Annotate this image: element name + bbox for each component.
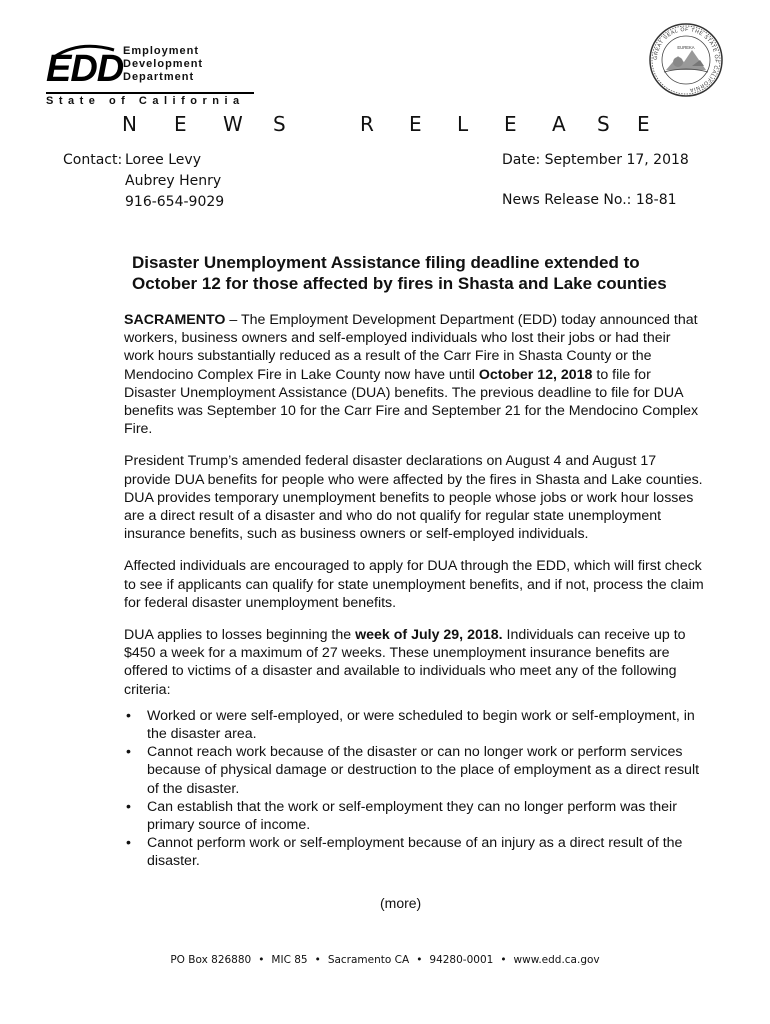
news-release-title (0, 112, 770, 142)
title-letter: N (122, 112, 137, 136)
more-indicator: (more) (380, 895, 422, 911)
title-letter: E (504, 112, 517, 136)
org-name (123, 45, 203, 84)
paragraph-1-text-b: to file for Disaster Unemployment Assistance (DUA) benefits. The previous deadline to file for DUA benefits was September 10 for the Carr Fire and September 21 for the Mendocino Complex Fire. (124, 366, 699, 438)
headline-line-1: Disaster Unemployment Assistance filing deadline extended to (132, 253, 640, 272)
title-letter: E (637, 112, 650, 136)
list-item: • Cannot perform work or self-employment because of an injury as a direct result of the disaster. (124, 834, 704, 870)
org-line-2: Development (123, 58, 204, 70)
headline-line-2: October 12 for those affected by fires in Shasta and Lake counties (132, 274, 667, 293)
logo-mark: EDD (46, 48, 124, 90)
contact-phone: 916-654-9029 (125, 194, 225, 210)
footer-po-box: PO Box 826880 (170, 954, 252, 966)
release-number: News Release No.: 18-81 (502, 192, 677, 208)
deadline-date: October 12, 2018 (478, 366, 593, 383)
title-letter: R (360, 112, 374, 136)
release-date: Date: September 17, 2018 (502, 152, 689, 168)
dateline: SACRAMENTO (124, 312, 226, 328)
article-body (124, 311, 704, 871)
footer-address (0, 954, 770, 966)
edd-logo (46, 44, 256, 107)
state-line: State of California (46, 92, 254, 107)
title-letter: S (273, 112, 286, 136)
title-letter: W (223, 112, 243, 136)
list-item: • Cannot reach work because of the disaster or can no longer work or perform services because of physical damage or destruction to the place of employment as a direct result of the disaster. (124, 743, 704, 798)
state-seal-icon (648, 22, 724, 98)
paragraph-3: Affected individuals are encouraged to apply for DUA through the EDD, which will first check to see if applicants can qualify for state unemployment benefits, and if not, process the claim for federal disaster unemployment benefits. (124, 558, 704, 611)
contact-name-1: Loree Levy (125, 152, 201, 168)
list-item: • Worked or were self-employed, or were scheduled to begin work or self-employment, in the disaster area. (124, 707, 704, 743)
paragraph-4-text-a: DUA applies to losses beginning the (124, 627, 356, 644)
bullet-separator-icon: • (500, 954, 507, 966)
paragraph-1 (124, 311, 704, 438)
week-date: week of July 29, 2018. (355, 627, 503, 644)
svg-text:GREAT SEAL OF THE STATE OF CAL: GREAT SEAL OF THE STATE OF CALIFORNIA (652, 26, 720, 93)
criteria-list (124, 707, 704, 871)
contact-label: Contact: (63, 152, 123, 168)
bullet-separator-icon: • (314, 954, 321, 966)
footer-mic: MIC 85 (271, 954, 308, 966)
headline (132, 252, 732, 294)
paragraph-2: President Trump’s amended federal disaster declarations on August 4 and August 17 provide DUA benefits for people who were affected by the fires in Shasta and Lake counties. DUA provides temporary unemployment benefits to people whose jobs or work hour losses are a direct result of a disaster and who do not qualify for regular state unemployment insurance benefits, such as business owners or self-employed individuals. (124, 453, 703, 543)
title-letter: A (552, 112, 566, 136)
title-letter: E (174, 112, 187, 136)
org-line-3: Department (123, 71, 195, 83)
contact-name-2: Aubrey Henry (125, 173, 222, 189)
contact-names (125, 150, 224, 213)
title-letter: E (409, 112, 422, 136)
footer-city: Sacramento CA (327, 954, 410, 966)
title-letter: L (457, 112, 469, 136)
svg-text:EUREKA: EUREKA (677, 45, 695, 50)
footer-website-link[interactable]: www.edd.ca.gov (513, 954, 600, 966)
bullet-separator-icon: • (258, 954, 265, 966)
bullet-separator-icon: • (416, 954, 423, 966)
org-line-1: Employment (123, 45, 200, 57)
footer-zip: 94280-0001 (429, 954, 494, 966)
list-item: • Can establish that the work or self-employment they can no longer perform was their primary source of income. (124, 798, 704, 834)
paragraph-1-text-a: – The Employment Development Department (EDD) today announced that workers, business owners and self-employed individuals who lost their jobs or had their work hours substantially reduced as a result of the Carr Fire in Shasta County or the Mendocino Complex Fire in Lake County now have until (124, 312, 698, 383)
paragraph-4-text-b: Individuals can receive up to $450 a week for a maximum of 27 weeks. These unemployment insurance benefits are offered to victims of a disaster and available to individuals who meet any of the following criteria: (124, 627, 686, 698)
paragraph-4 (124, 626, 704, 699)
title-letter: S (597, 112, 610, 136)
